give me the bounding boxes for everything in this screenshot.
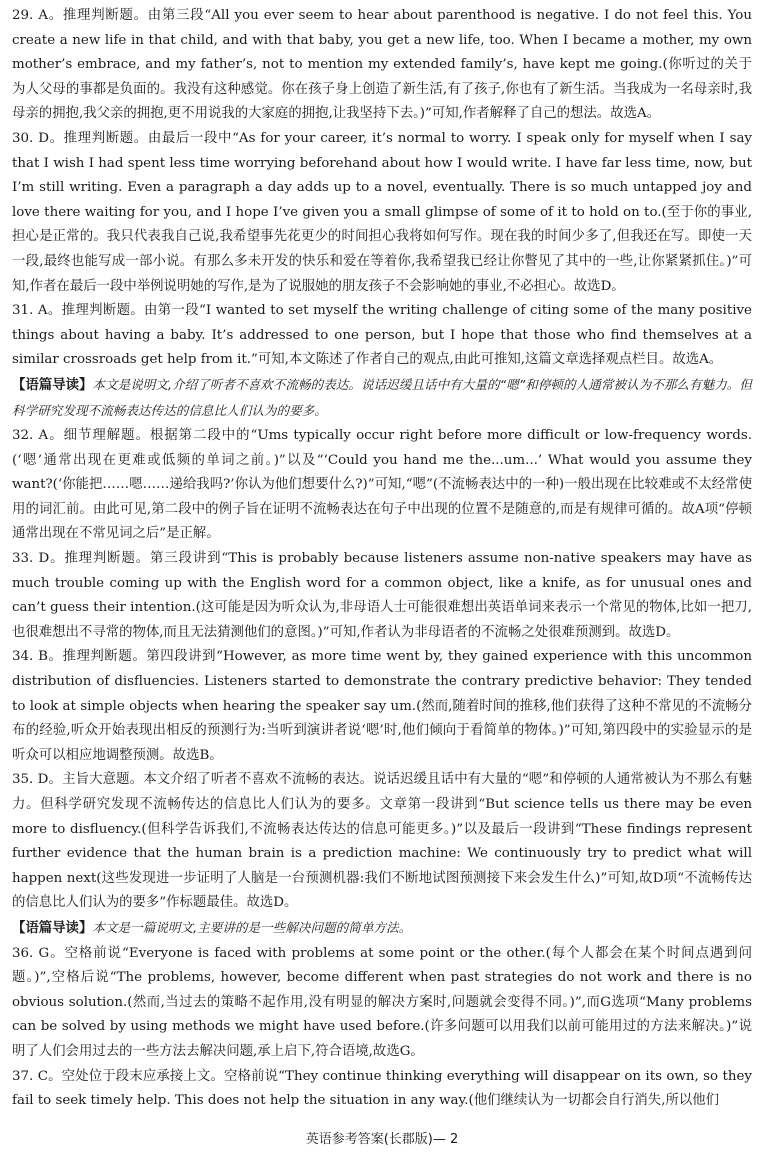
answer-36: 36. G。空格前说“Everyone is faced with problems at some point or the other.(每个人都会在某个时间点遇到问题。)”,空格后说“The problems, however, become different when past strategies do not work and there is no obvious solution.(然而,当过去的策略不起作用,没有明显的解决方案时,问题就会变得不同。)”,而G选项“Many problems can be solved by using methods we might have used before.(许多问题可以用我们以前可能用过的方法来解决。)”说明了人们会用过去的一些方法去解决问题,承上启下,符合语境,故选G。 <box>12 945 752 1059</box>
guide-tag: 【语篇导读】 <box>12 376 93 393</box>
page-footer: 英语参考答案(长郡版)— 2 <box>305 1132 459 1147</box>
answer-34: 34. B。推理判断题。第四段讲到“However, as more time went by, they gained experience with this uncommon distribution of disfluencies. Listeners started to demonstrate the contrary predictive behavior: They tended to look at simple objects when hearing the speaker say um.(然而,随着时间的推移,他们获得了这种不常见的不流畅分布的经验,听众开始表现出相反的预测行为:当听到演讲者说‘嗯’时,他们倾向于看简单的物体。)”可知,第四段中的实验显示的是听众可以相应地调整预测。故选B。 <box>12 649 752 763</box>
answer-page <box>12 4 752 1114</box>
guide-body: 本文是说明文,介绍了听者不喜欢不流畅的表达。说话迟缓且话中有大量的“嗯”和停顿的人通常被认为不那么有魅力。但科学研究发现不流畅表达传达的信息比人们认为的要多。 <box>12 376 753 418</box>
answer-29: 29. A。推理判断题。由第三段“All you ever seem to hear about parenthood is negative. I do not feel this. You create a new life in that child, and with that baby, you get a new life, too. When I became a mother, my own mother’s embrace, and my father’s, not to mention my extended family’s, have kept me going.(你听过的关于为人父母的事都是负面的。我没有这种感觉。你在孩子身上创造了新生活,有了孩子,你也有了新生活。当我成为一名母亲时,我母亲的拥抱,我父亲的拥抱,更不用说我的大家庭的拥抱,让我坚持下去。)”可知,作者解释了自己的想法。故选A。 <box>12 8 752 122</box>
answer-33: 33. D。推理判断题。第三段讲到“This is probably because listeners assume non-native speakers may have as much trouble coming up with the English word for a common object, like a knife, as for unusual ones and can’t guess their intention.(这可能是因为听众认为,非母语人士可能很难想出英语单词来表示一个常见的物体,比如一把刀,也很难想出不寻常的物体,而且无法猜测他们的意图。)”可知,作者认为非母语者的不流畅之处很难预测到。故选D。 <box>12 551 752 640</box>
guide-body: 本文是一篇说明文,主要讲的是一些解决问题的简单方法。 <box>92 919 412 935</box>
answer-37: 37. C。空处位于段末应承接上文。空格前说“They continue thinking everything will disappear on its own, so they fail to seek timely help. This does not help the situation in any way.(他们继续认为一切都会自行消失,所以他们 <box>12 1068 752 1109</box>
guide-tag: 【语篇导读】 <box>12 919 93 936</box>
answer-31: 31. A。推理判断题。由第一段“I wanted to set myself the writing challenge of citing some of the many positive things about having a baby. It’s addressed to one person, but I hope that those who find themselves at a similar crossroads get help from it.”可知,本文陈述了作者自己的观点,由此可推知,这篇文章选择观点栏目。故选A。 <box>12 303 752 368</box>
passage-guide-1 <box>12 373 752 424</box>
answer-35: 35. D。主旨大意题。本文介绍了听者不喜欢不流畅的表达。说话迟缓且话中有大量的“嗯”和停顿的人通常被认为不那么有魅力。但科学研究发现不流畅传达的信息比人们认为的要多。文章第一段讲到“But science tells us there may be even more to disfluency.(但科学告诉我们,不流畅表达传达的信息可能更多。)”以及最后一段讲到“These findings represent further evidence that the human brain is a prediction machine: We continuously try to predict what will happen next(这些发现进一步证明了人脑是一台预测机器:我们不断地试图预测接下来会发生什么)”可知,故D项“不流畅传达的信息比人们认为的要多”作标题最佳。故选D。 <box>12 772 752 911</box>
answer-30: 30. D。推理判断题。由最后一段中“As for your career, it’s normal to worry. I speak only for myself when I say that I wish I had spent less time worrying beforehand about how I would write. I have far less time, now, but I’m still writing. Even a paragraph a day adds up to a novel, eventually. There is so much untapped joy and love there waiting for you, and I hope I’ve given you a small glimpse of some of it to hold on to.(至于你的事业,担心是正常的。我只代表我自己说,我希望事先花更少的时间担心我将如何写作。现在我的时间少多了,但我还在写。即使一天一段,最终也能写成一部小说。有那么多未开发的快乐和爱在等着你,我希望我已经让你瞥见了其中的一些,让你紧紧抓住。)”可知,作者在最后一段中举例说明她的写作,是为了说服她的朋友孩子不会影响她的事业,不必担心。故选D。 <box>12 130 752 294</box>
answer-32: 32. A。细节理解题。根据第二段中的“Ums typically occur right before more difficult or low-frequency words.(‘嗯’通常出现在更难或低频的单词之前。)”以及“‘Could you hand me the...um...’ What would you assume they want?(‘你能把……嗯……递给我吗?’你认为他们想要什么?)”可知,“嗯”(不流畅表达中的一种)一般出现在比较难或不太经常使用的词汇前。由此可见,第二段中的例子旨在证明不流畅表达在句子中出现的位置不是随意的,而是有规律可循的。故A项“停顿通常出现在不常见词之后”是正解。 <box>12 428 752 542</box>
passage-guide-2 <box>12 916 752 942</box>
